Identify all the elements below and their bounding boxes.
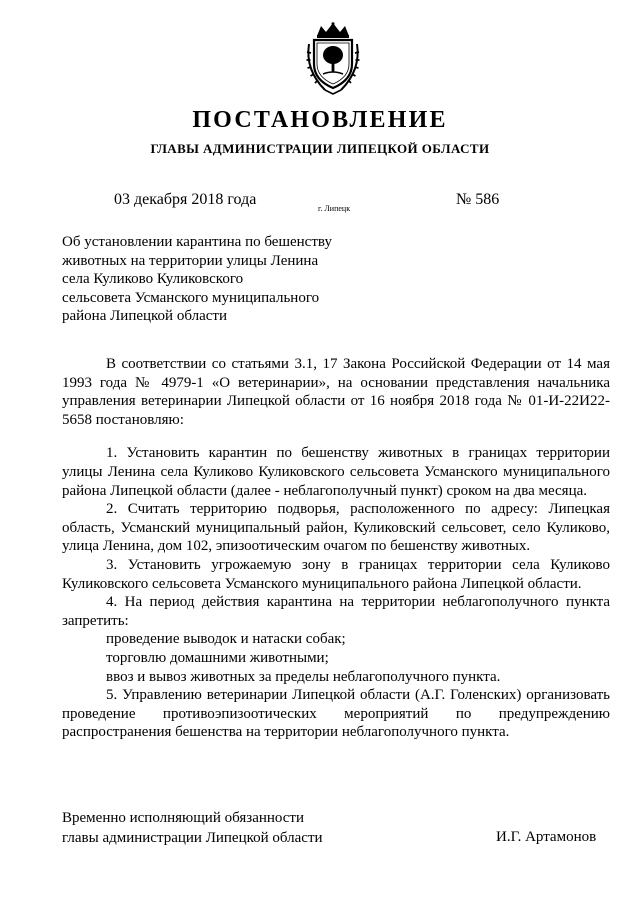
subject-line: района Липецкой области — [62, 308, 227, 324]
subject-line: села Куликово Куликовского — [62, 271, 244, 287]
document-body — [62, 355, 610, 742]
document-subtitle: ГЛАВЫ АДМИНИСТРАЦИИ ЛИПЕЦКОЙ ОБЛАСТИ — [150, 141, 490, 156]
preamble-paragraph: В соответствии со статьями 3.1, 17 Закона Российской Федерации от 14 мая 1993 года № 4979-1 «О ветеринарии», на основании представления начальника управления ветеринарии Липецкой области от 16 ноября 2018 года № 01-И-22И22-5658 постановляю: — [62, 356, 610, 428]
signatory-position — [62, 808, 323, 848]
signatory-name: И.Г. Артамонов — [496, 829, 597, 845]
item-2-paragraph: 2. Считать территорию подворья, расположенного по адресу: Липецкая область, Усманский муниципальный район, Куликовский сельсовет, село Куликово, улица Ленина, дом 102, эпизоотическим очагом по бешенству животных. — [62, 501, 610, 555]
document-title: ПОСТАНОВЛЕНИЕ — [192, 107, 448, 133]
signatory-position-line: главы администрации Липецкой области — [62, 830, 323, 846]
coat-of-arms-icon — [303, 22, 363, 96]
item-4-subitem: проведение выводок и натаски собак; — [106, 631, 346, 648]
signatory-position-line: Временно исполняющий обязанности — [62, 810, 305, 826]
subject-line: животных на территории улицы Ленина — [62, 252, 319, 269]
document-number: № 586 — [456, 191, 500, 208]
document-city: г. Липецк — [318, 204, 351, 213]
document-subject — [62, 233, 362, 326]
subject-line: сельсовета Усманского муниципального — [62, 289, 320, 306]
item-5-paragraph: 5. Управлению ветеринарии Липецкой области (А.Г. Голенских) организовать проведение противоэпизоотических мероприятий по предупреждению распространения бешенства на территории неблагополучного пункта. — [62, 687, 610, 741]
item-4-subitem: торговлю домашними животными; — [106, 649, 329, 666]
item-3-paragraph: 3. Установить угрожаемую зону в границах территории села Куликово Куликовского сельсовета Усманского муниципального района Липецкой области. — [62, 556, 610, 592]
document-date: 03 декабря 2018 года — [114, 191, 257, 208]
item-4-subitem: ввоз и вывоз животных за пределы неблагополучного пункта. — [106, 668, 501, 685]
item-4-paragraph: 4. На период действия карантина на территории неблагополучного пункта запретить: — [62, 594, 610, 629]
subject-line: Об установлении карантина по бешенству — [62, 234, 332, 250]
item-1-paragraph: 1. Установить карантин по бешенству животных в границах территории улицы Ленина села Куликово Куликовского сельсовета Усманского муниципального района Липецкой области (далее - неблагополучный пункт) сроком на два месяца. — [62, 445, 610, 499]
